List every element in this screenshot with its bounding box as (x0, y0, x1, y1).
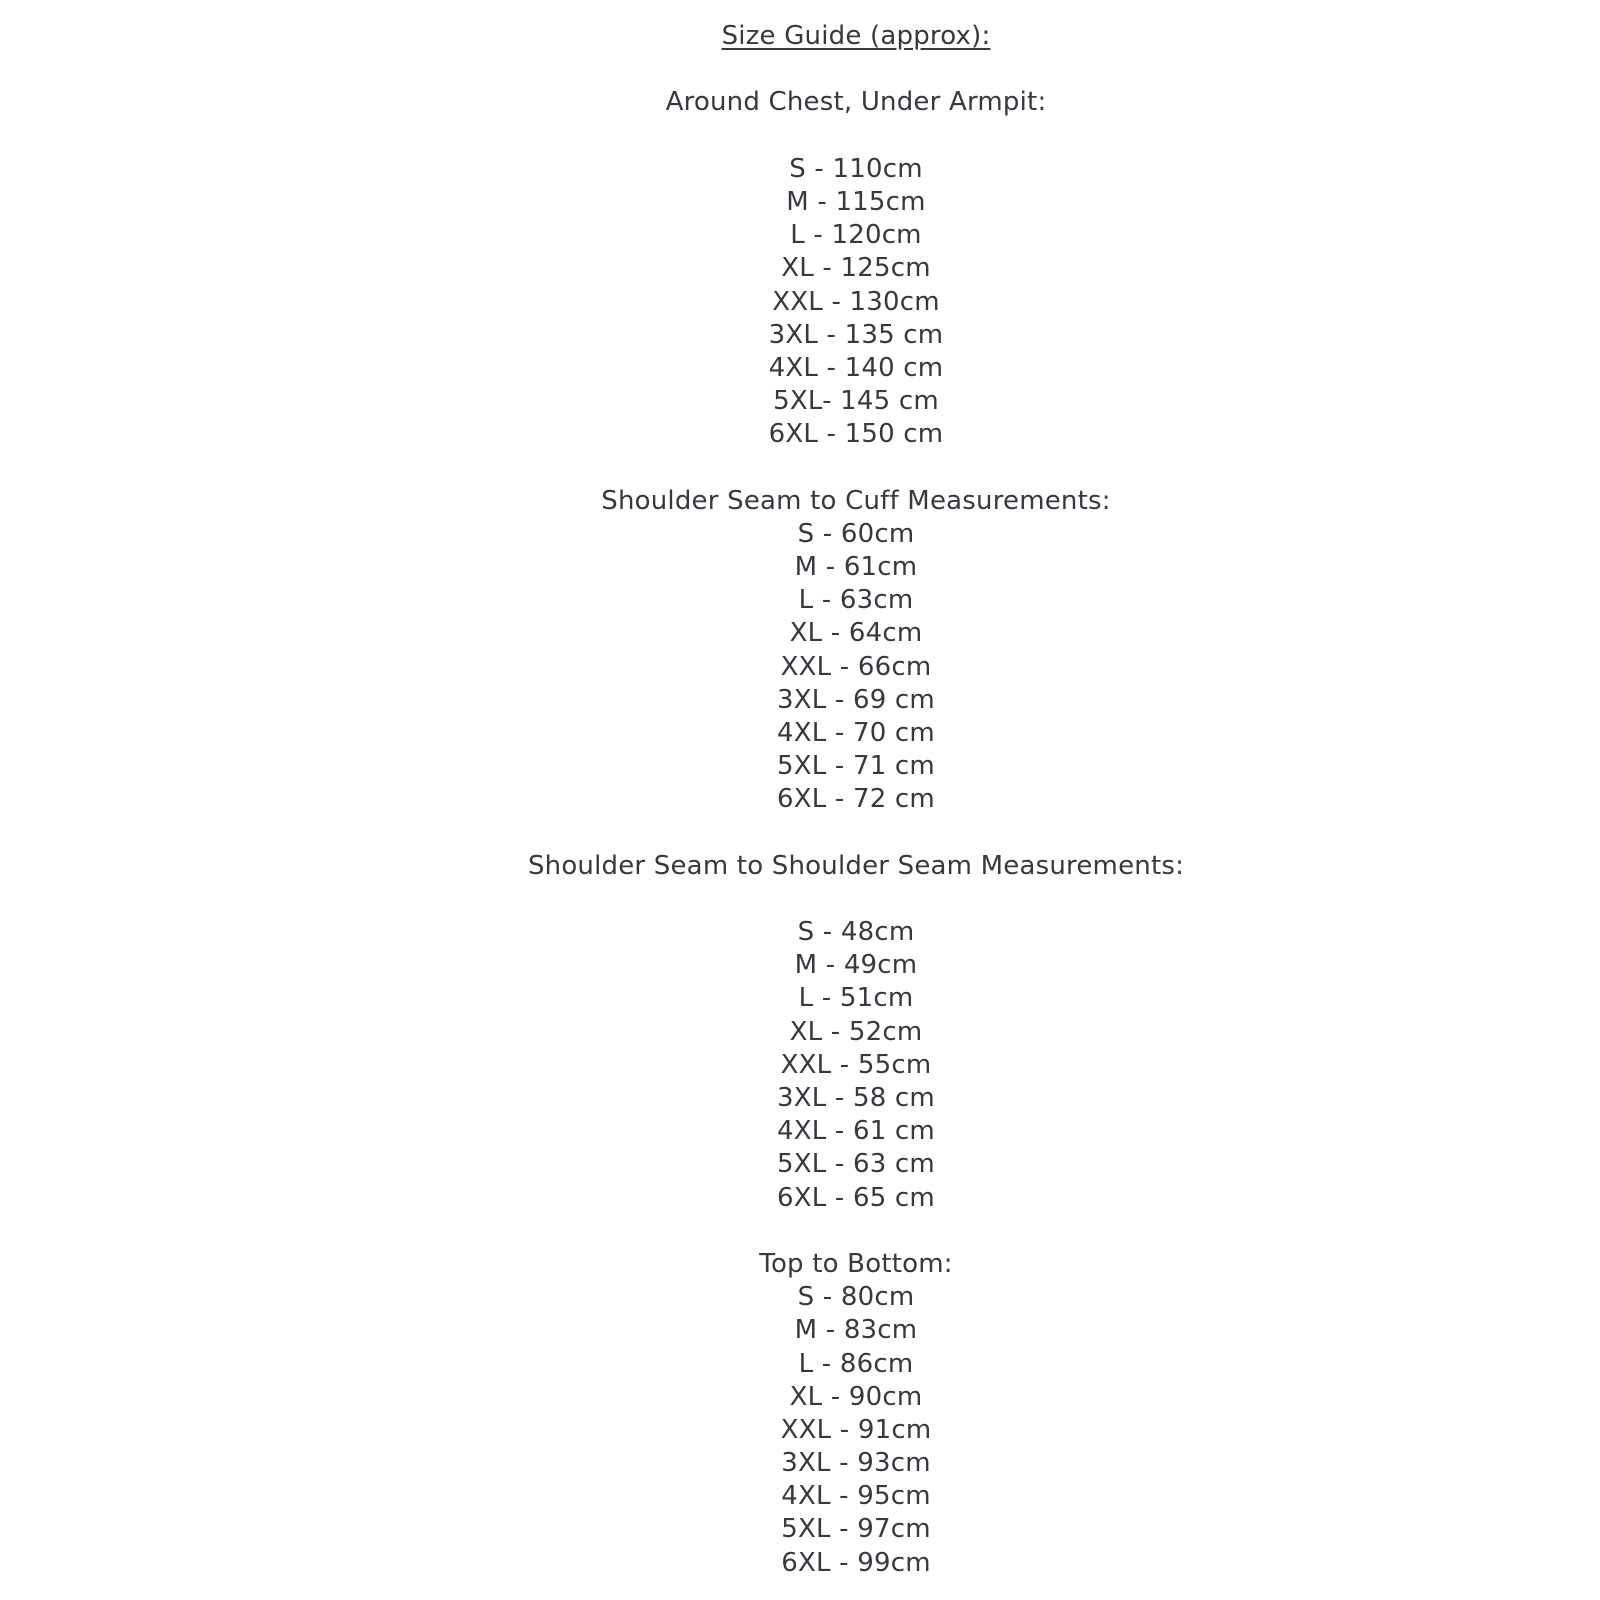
section-heading: Shoulder Seam to Shoulder Seam Measurements: (527, 850, 1185, 881)
blank-line (112, 120, 1600, 153)
size-row: 6XL - 65 cm (777, 1182, 935, 1213)
size-row: 4XL - 95cm (781, 1481, 931, 1512)
size-row: XL - 125cm (781, 253, 931, 284)
size-row: M - 115cm (786, 186, 926, 217)
size-row: XL - 64cm (789, 618, 923, 649)
size-row: L - 63cm (798, 585, 914, 616)
size-row: S - 48cm (797, 917, 915, 948)
size-row: 5XL- 145 cm (773, 386, 939, 417)
size-row: M - 61cm (794, 552, 918, 582)
size-row: S - 80cm (797, 1282, 915, 1313)
blank-line (112, 451, 1600, 484)
size-row: 4XL - 70 cm (777, 717, 935, 748)
blank-line (112, 1215, 1600, 1248)
size-row: 6XL - 150 cm (768, 419, 944, 450)
size-row: 5XL - 63 cm (777, 1149, 935, 1180)
size-row: 4XL - 61 cm (777, 1116, 935, 1147)
blank-line (112, 817, 1600, 850)
section-heading: Top to Bottom: (759, 1248, 953, 1279)
size-row: XL - 52cm (789, 1016, 923, 1047)
size-row: XXL - 55cm (780, 1049, 932, 1080)
size-row: M - 83cm (794, 1315, 918, 1346)
size-row: XXL - 91cm (780, 1414, 932, 1445)
size-row: L - 86cm (798, 1348, 914, 1379)
size-row: S - 110cm (789, 153, 923, 184)
size-row: L - 51cm (798, 983, 914, 1014)
size-row: XXL - 130cm (772, 286, 940, 317)
blank-line (112, 883, 1600, 916)
section-heading: Shoulder Seam to Cuff Measurements: (601, 485, 1111, 516)
size-row: 4XL - 140 cm (768, 352, 944, 383)
size-row: 6XL - 99cm (781, 1547, 931, 1578)
size-row: S - 60cm (797, 518, 915, 549)
size-row: 3XL - 93cm (781, 1448, 931, 1479)
size-sections (112, 53, 1600, 1580)
section-heading: Around Chest, Under Armpit: (665, 87, 1047, 118)
size-row: 5XL - 71 cm (777, 751, 935, 782)
size-row: 5XL - 97cm (781, 1514, 931, 1545)
size-row: 3XL - 58 cm (777, 1083, 935, 1113)
size-row: M - 49cm (794, 950, 918, 981)
size-row: XXL - 66cm (780, 651, 932, 682)
size-row: 3XL - 69 cm (777, 684, 935, 715)
size-row: 3XL - 135 cm (768, 319, 944, 350)
size-row: XL - 90cm (789, 1381, 923, 1412)
blank-line (112, 53, 1600, 86)
size-row: 6XL - 72 cm (777, 784, 935, 815)
page-title: Size Guide (approx): (721, 21, 991, 51)
size-row: L - 120cm (790, 220, 922, 251)
